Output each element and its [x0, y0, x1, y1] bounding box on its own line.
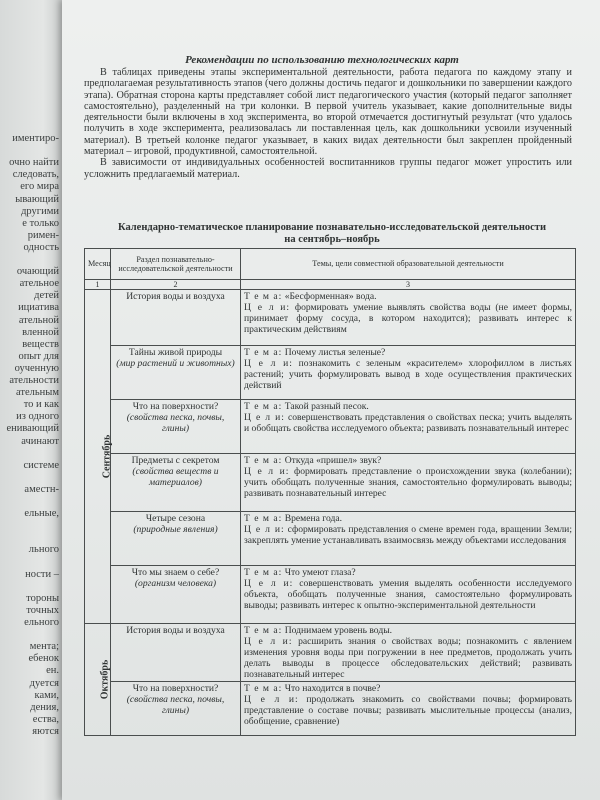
goal-line: [244, 524, 572, 546]
topic-line: [244, 625, 572, 636]
table-row: [85, 682, 576, 736]
previous-page-fragment: одность: [23, 241, 59, 253]
topic-line: [244, 347, 572, 358]
goal-label: Ц е л и:: [244, 524, 285, 535]
section-cell: [111, 566, 241, 624]
header-section: Раздел познавательно-исследовательской деятельности: [111, 249, 241, 280]
topic-label: Т е м а:: [244, 347, 283, 358]
previous-page-fragment: системе: [23, 459, 59, 471]
column-number: 1: [85, 280, 111, 290]
goal-text: совершенствовать представления о свойствах песка; учить выделять и обобщать свойства исследуемого объекта; развивать познавательный интерес: [244, 412, 572, 434]
recommendations-title: Рекомендации по использованию технологических карт: [185, 54, 459, 66]
topic-cell: [241, 682, 576, 736]
previous-page-fragment: веществ: [22, 338, 59, 350]
table-row: [85, 346, 576, 400]
previous-page-fragment: то и как: [23, 399, 59, 411]
topic-text: Что находится в почве?: [284, 683, 381, 694]
topic-cell: [241, 346, 576, 400]
previous-page-fragment: ками,: [34, 689, 59, 701]
topic-text: Почему листья зеленые?: [284, 347, 386, 358]
topic-cell: [241, 400, 576, 454]
section-subtitle: (мир растений и животных): [116, 358, 235, 369]
table-title-line-1: Календарно-тематическое планирование познавательно-исследовательской деятельности: [117, 222, 547, 233]
previous-page-fragment: аместн-: [24, 483, 59, 495]
section-cell: [111, 400, 241, 454]
previous-page-fragment: следовать,: [12, 169, 59, 181]
topic-line: [244, 513, 572, 524]
previous-page-fragment: дения,: [30, 701, 59, 713]
previous-page-fragment: мента;: [29, 641, 59, 653]
previous-page-fragment: из одного: [16, 411, 59, 423]
previous-page-fragment: дуется: [29, 677, 59, 689]
column-number: 2: [111, 280, 241, 290]
month-label: Сентябрь: [101, 434, 113, 479]
section-subtitle: (свойства песка, почвы, глины): [126, 412, 225, 434]
previous-page-edge: [0, 0, 62, 800]
goal-label: Ц е л и:: [244, 694, 299, 705]
section-name: Что мы знаем о себе?: [131, 567, 220, 578]
previous-page-fragment: яются: [32, 725, 59, 737]
previous-page-fragment: ества,: [32, 713, 59, 725]
goal-text: формировать умение выявлять свойства воды (не имеет формы, принимает форму сосуда, в котором находится); развивать интерес к практическим действиям: [244, 302, 572, 335]
previous-page-fragment: ачинают: [21, 435, 59, 447]
goal-text: формировать представление о происхождении звука (колебании); учить обобщать полученные знания, самостоятельно формулировать выводы; развивать познавательный интерес: [244, 466, 572, 499]
previous-page-fragment: е только: [22, 217, 59, 229]
goal-text: познакомить с зеленым «красителем» хлорофиллом в листьях растений; учить формулировать вывод в ходе осуществления практических действий: [244, 358, 572, 391]
table-title: [82, 222, 582, 246]
topic-cell: [241, 290, 576, 346]
section-cell: [111, 512, 241, 566]
section-name: История воды и воздуха: [126, 625, 225, 636]
table-row: [85, 290, 576, 346]
previous-page-fragment: опыт для: [18, 350, 59, 362]
goal-label: Ц е л и:: [244, 466, 290, 477]
previous-page-fragment: детей: [34, 290, 59, 302]
section-name: Что на поверхности?: [132, 683, 219, 694]
topic-line: [244, 455, 572, 466]
previous-page-fragment: ывающий: [15, 193, 59, 205]
previous-page-fragment: очающий: [16, 266, 59, 278]
table-row: [85, 400, 576, 454]
goal-label: Ц е л и:: [244, 578, 294, 589]
goal-label: Ц е л и:: [244, 636, 293, 647]
previous-page-fragment: вленной: [22, 326, 59, 338]
section-cell: [111, 682, 241, 736]
topic-line: [244, 567, 572, 578]
previous-page-fragment: другими: [21, 205, 59, 217]
topic-cell: [241, 566, 576, 624]
goal-line: [244, 578, 572, 611]
document-page: [62, 0, 600, 800]
goal-text: сформировать представления о смене времен года, вращении Земли; закреплять умение устанавливать взаимосвязь между объектами исследования: [244, 524, 572, 546]
goal-line: [244, 302, 572, 335]
section-cell: [111, 346, 241, 400]
table-row: [85, 566, 576, 624]
previous-page-fragment: ательной: [18, 314, 59, 326]
column-number: 3: [241, 280, 576, 290]
previous-page-fragment: ен.: [46, 665, 59, 677]
previous-page-fragment: точных: [26, 604, 59, 616]
topic-text: Поднимаем уровень воды.: [284, 625, 393, 636]
previous-page-fragment: тороны: [26, 592, 59, 604]
topic-cell: [241, 512, 576, 566]
topic-cell: [241, 624, 576, 682]
section-name: История воды и воздуха: [126, 291, 225, 302]
topic-text: Что умеют глаза?: [284, 567, 356, 578]
goal-text: расширить знания о свойствах воды; познакомить с явлением изменения уровня воды при погружении в нее предметов, продолжать учить делать выводы в процессе обследовательских действий; развивать познавательный интерес: [244, 636, 572, 680]
goal-text: продолжать знакомить со свойствами почвы; формировать представление о составе почвы; развивать мыслительные процессы (анализ, обобщение, сравнение): [244, 694, 572, 727]
goal-text: совершенствовать умения выделять особенности исследуемого объекта, обобщать полученные знания, самостоятельно формулировать выводы; развивать интерес к опытно-экспериментальной деятельности: [244, 578, 572, 611]
previous-page-fragment: очно найти: [9, 157, 59, 169]
topic-label: Т е м а:: [244, 683, 283, 694]
topic-line: [244, 401, 572, 412]
section-name: Что на поверхности?: [132, 401, 219, 412]
previous-page-fragment: ности –: [25, 568, 59, 580]
goal-line: [244, 358, 572, 391]
previous-page-fragment: енивающий: [6, 423, 59, 435]
topic-line: [244, 683, 572, 694]
section-subtitle: (свойства песка, почвы, глины): [126, 694, 225, 716]
section-name: Четыре сезона: [145, 513, 206, 524]
section-subtitle: (природные явления): [133, 524, 218, 535]
topic-label: Т е м а:: [244, 291, 283, 302]
topic-label: Т е м а:: [244, 625, 283, 636]
topic-text: Времена года.: [284, 513, 343, 524]
previous-page-fragment: римен-: [27, 229, 59, 241]
previous-page-fragment: ебенок: [28, 653, 59, 665]
topic-text: Откуда «пришел» звук?: [284, 455, 382, 466]
topic-label: Т е м а:: [244, 513, 283, 524]
section-name: Предметы с секретом: [131, 455, 220, 466]
month-label: Октябрь: [99, 659, 111, 700]
table-body: [85, 290, 576, 736]
previous-page-fragment: ельного: [24, 617, 59, 628]
header-month: Месяц: [85, 249, 111, 280]
recommendations-text: [84, 67, 572, 180]
planning-table: [84, 248, 576, 736]
month-cell: [85, 290, 111, 624]
topic-text: Такой разный песок.: [284, 401, 369, 412]
recommendations-paragraph-2: В зависимости от индивидуальных особенностей воспитанников группы педагог может упростить или усложнить предлагаемый материал.: [84, 157, 572, 180]
section-cell: [111, 624, 241, 682]
section-cell: [111, 454, 241, 512]
topic-label: Т е м а:: [244, 567, 283, 578]
table-title-line-2: на сентябрь–ноябрь: [284, 234, 380, 245]
previous-page-fragment: ательным: [16, 387, 59, 399]
previous-page-fragment: оученную: [14, 362, 59, 374]
goal-label: Ц е л и:: [244, 302, 291, 313]
previous-page-fragment: ательности: [9, 375, 59, 386]
section-subtitle: (организм человека): [134, 578, 217, 589]
section-name: Тайны живой природы: [128, 347, 223, 358]
goal-line: [244, 636, 572, 680]
goal-label: Ц е л и:: [244, 412, 285, 423]
table-row: [85, 512, 576, 566]
topic-label: Т е м а:: [244, 455, 283, 466]
previous-page-fragment: ательное: [19, 278, 59, 290]
goal-line: [244, 466, 572, 499]
table-row: [85, 624, 576, 682]
topic-label: Т е м а:: [244, 401, 283, 412]
header-topics: Темы, цели совместной образовательной деятельности: [241, 249, 576, 280]
column-number-row: [85, 280, 576, 290]
section-subtitle: (свойства веществ и материалов): [132, 466, 219, 488]
table-row: [85, 454, 576, 512]
previous-page-fragment: льного: [28, 544, 59, 556]
topic-line: [244, 291, 572, 302]
goal-label: Ц е л и:: [244, 358, 293, 369]
goal-line: [244, 412, 572, 434]
month-cell: [85, 624, 111, 736]
goal-line: [244, 694, 572, 727]
previous-page-fragment: ициатива: [18, 302, 59, 314]
previous-page-fragment: его мира: [20, 181, 59, 193]
topic-text: «Бесформенная» вода.: [284, 291, 377, 302]
topic-cell: [241, 454, 576, 512]
table-header-row: [85, 249, 576, 280]
section-cell: [111, 290, 241, 346]
previous-page-fragment: иментиро-: [12, 133, 59, 144]
recommendations-paragraph-1: В таблицах приведены этапы экспериментальной деятельности, работа педагога по каждому этапу и предполагаемая результативность этапов (чего должны достичь педагог и дошкольники по завершении каждого этапа). Обратная сторона карты представляет собой лист педагогического участия (который педагог заполняет самостоятельно), разделенный на три колонки. В первой учитель указывает, какие дополнительные виды деятельности были включены в ход эксперимента, во второй отмечается достигнутый результат (что удалось получить в ходе эксперимента, реализовалась ли поставленная цель, как дошкольники усвоили изученный материал). В третьей колонке педагог указывает, в каких видах деятельности был закреплен пройденный материал – игровой, продуктивной, самостоятельной.: [84, 67, 572, 158]
previous-page-fragment: ельные,: [24, 508, 59, 520]
